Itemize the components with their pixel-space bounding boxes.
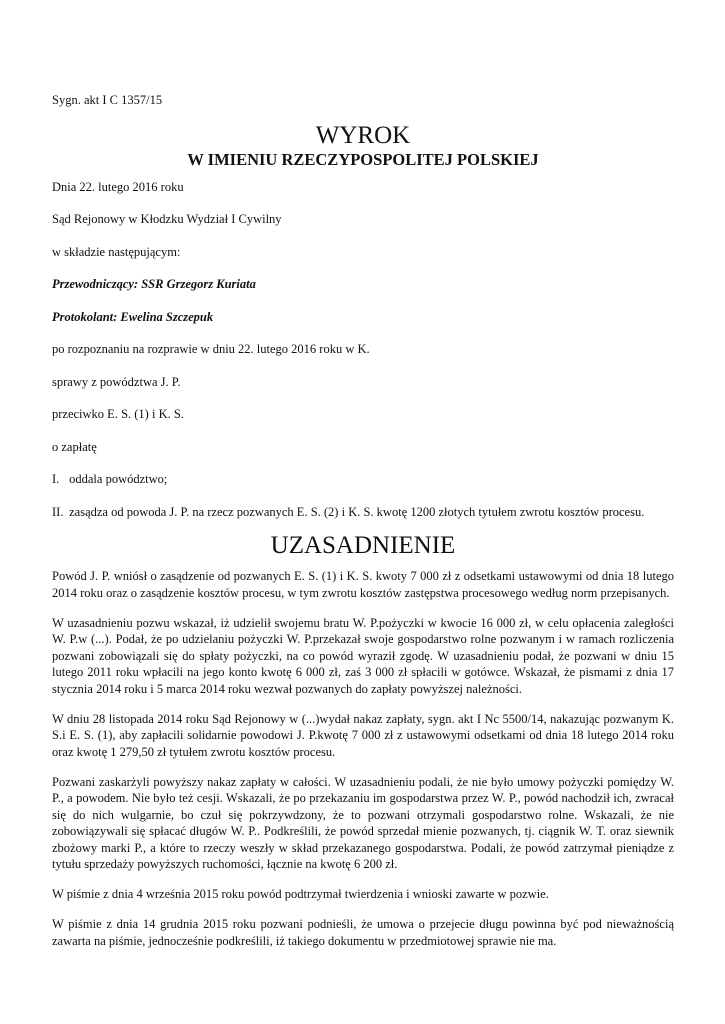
presiding-judge: Przewodniczący: SSR Grzegorz Kuriata [52, 277, 256, 291]
verdict-item [52, 471, 674, 488]
verdict-item-number: I. [52, 472, 60, 486]
document-page [52, 92, 674, 963]
document-title: WYROK [315, 121, 411, 149]
justification-paragraph: W uzasadnieniu pozwu wskazał, iż udzielił swojemu bratu W. P.pożyczki w kwocie 16 000 zł, w celu opłacenia zaległości W. P.w (...). Podał, że po udzielaniu pożyczki W. P.przekazał swoje gospodarstwo rolne pozwanym i w ramach rozliczenia pozwani zobowiązali się do spłaty pożyczki, na co powód wyraził zgodę. W uzasadnieniu podał, że pozwani w dniu 15 lutego 2011 roku wpłacili na jego konto kwotę 6 000 zł, zaś 3 000 zł spłacili w gotówce. Wskazał, że pismami z dnia 17 stycznia 2014 roku i 5 marca 2014 roku wezwał pozwanych do zapłaty powyższej należności. [52, 615, 674, 696]
composition-label: w składzie następującym: [52, 244, 181, 259]
case-plaintiff: sprawy z powództwa J. P. [52, 374, 181, 389]
court-clerk: Protokolant: Ewelina Szczepuk [52, 309, 214, 324]
document-subtitle: W IMIENIU RZECZYPOSPOLITEJ POLSKIEJ [187, 149, 539, 169]
justification-paragraph: Powód J. P. wniósł o zasądzenie od pozwanych E. S. (1) i K. S. kwoty 7 000 zł z odsetkami ustawowymi od dnia 18 lutego 2014 roku oraz o zasądzenie kosztów procesu, w tym zwrotu kosztów zastępstwa procesowego według norm przepisanych. [52, 569, 674, 600]
verdict-date: Dnia 22. lutego 2016 roku [52, 179, 184, 194]
case-subject: o zapłatę [52, 439, 97, 454]
hearing-info: po rozpoznaniu na rozprawie w dniu 22. lutego 2016 roku w K. [52, 342, 370, 356]
case-signature: Sygn. akt I C 1357/15 [52, 93, 163, 107]
justification-paragraph: Pozwani zaskarżyli powyższy nakaz zapłaty w całości. W uzasadnieniu podali, że nie było umowy pożyczki pomiędzy W. P., a powodem. Nie było też cesji. Wskazali, że po przekazaniu im gospodarstwa przez W. P., powód nachodził ich, zwracał się do nich wulgarnie, bo czuł się pokrzywdzony, że to pozwani otrzymali gospodarstwo rolne. Wskazali, że nie zobowiązywali się spłacać długów W. P.. Podkreślili, że powód sprzedał mienie pozwanych, tj. ciągnik W. T. oraz siewnik zbożowy marki P., a które to rzeczy weszły w skład przekazanego gospodarstwa. Podali, że powód zatrzymał pieniądze z tytułu sprzedaży powyższych ruchomości, łącznie na kwotę 6 200 zł. [52, 774, 674, 871]
verdict-item [52, 504, 674, 521]
justification-title: UZASADNIENIE [270, 532, 456, 559]
verdict-item-text: zasądza od powoda J. P. na rzecz pozwanych E. S. (2) i K. S. kwotę 1200 złotych tytułem zwrotu kosztów procesu. [69, 504, 645, 519]
case-defendants: przeciwko E. S. (1) i K. S. [52, 407, 184, 421]
verdict-item-number: II. [52, 504, 64, 519]
justification-paragraph: W piśmie z dnia 14 grudnia 2015 roku pozwani podnieśli, że umowa o przejecie długu powinna być pod nieważnością zawarta na piśmie, jednocześnie podkreślili, iż takiego dokumentu w przedmiotowej sprawie nie ma. [52, 917, 674, 948]
justification-paragraph: W piśmie z dnia 4 września 2015 roku powód podtrzymał twierdzenia i wnioski zawarte w pozwie. [52, 887, 549, 901]
court-name: Sąd Rejonowy w Kłodzku Wydział I Cywilny [52, 212, 282, 226]
justification-paragraph: W dniu 28 listopada 2014 roku Sąd Rejonowy w (...)wydał nakaz zapłaty, sygn. akt I Nc 5500/14, nakazując pozwanym K. S.i E. S. (1), aby zapłacili solidarnie powodowi J. P.kwotę 7 000 zł z ustawowymi odsetkami od dnia 18 lutego 2014 roku oraz kwotę 1 279,50 zł tytułem zwrotu kosztów procesu. [52, 711, 674, 759]
verdict-item-text: oddala powództwo; [69, 472, 168, 486]
